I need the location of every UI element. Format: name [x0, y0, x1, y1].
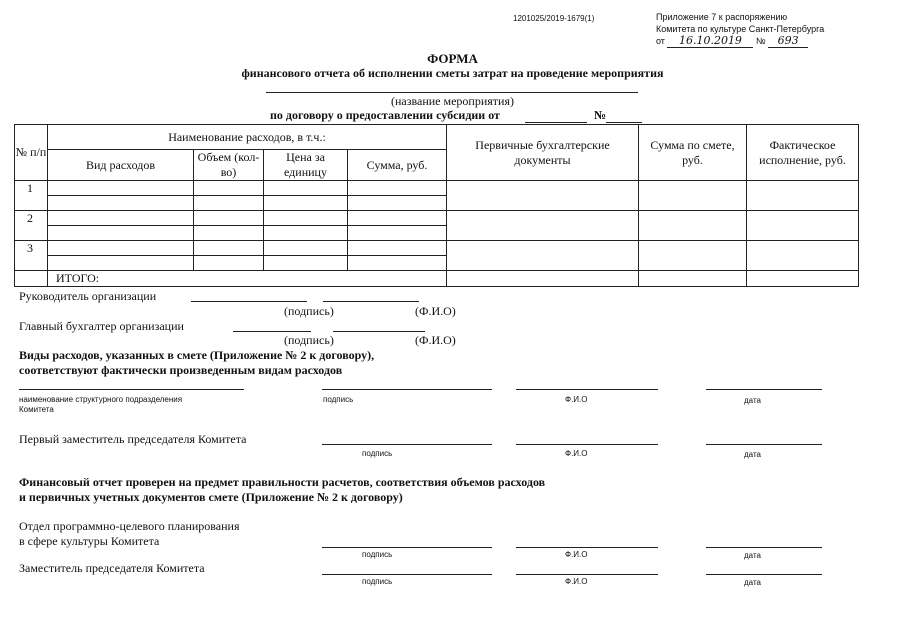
dept-date-caption: дата [744, 551, 761, 560]
cell-sum[interactable] [348, 241, 447, 256]
event-name-caption: (название мероприятия) [391, 94, 514, 108]
cell-price[interactable] [264, 211, 348, 226]
registration-number: 1201025/2019-1679(1) [513, 14, 595, 23]
unit-fio-line[interactable] [516, 389, 658, 390]
deputy-sign-line[interactable] [322, 574, 492, 575]
verification-line-2: и первичных учетных документов смете (Приложение № 2 к договору) [19, 490, 403, 504]
unit-name-caption-2: Комитета [19, 405, 54, 414]
total-estimate[interactable] [639, 271, 747, 287]
cell-type[interactable] [48, 241, 194, 256]
cell-price[interactable] [264, 196, 348, 211]
cell-estimate[interactable] [639, 211, 747, 241]
cell-actual[interactable] [747, 241, 859, 271]
row-number: 2 [15, 211, 48, 241]
total-actual[interactable] [747, 271, 859, 287]
cell-volume[interactable] [194, 211, 264, 226]
first-deputy-label: Первый заместитель председателя Комитета [19, 432, 247, 446]
cell-type[interactable] [48, 196, 194, 211]
chief-accountant-fio-line[interactable] [333, 331, 425, 332]
head-org-sign-line[interactable] [191, 301, 307, 302]
first-deputy-fio-caption: Ф.И.О [565, 449, 588, 458]
head-org-sign-caption: (подпись) [284, 304, 334, 318]
table-row [15, 181, 859, 196]
dept-label-line-2: в сфере культуры Комитета [19, 534, 160, 548]
total-row [15, 271, 859, 287]
cell-volume[interactable] [194, 256, 264, 271]
cell-actual[interactable] [747, 181, 859, 211]
contract-line: по договору о предоставлении субсидии от [270, 108, 500, 122]
expense-table [14, 124, 859, 287]
row-number: 3 [15, 241, 48, 271]
appendix-date: 16.10.2019 [667, 35, 753, 48]
head-org-fio-line[interactable] [323, 301, 419, 302]
appendix-line-3 [656, 35, 824, 48]
appendix-number: 693 [768, 35, 808, 48]
dept-sign-line[interactable] [322, 547, 492, 548]
cell-docs[interactable] [447, 211, 639, 241]
col-volume-header: Объем (кол-во) [194, 150, 264, 181]
event-name-line[interactable] [266, 92, 638, 93]
conformity-line-2: соответствуют фактически произведенным видам расходов [19, 363, 343, 377]
total-num-cell [15, 271, 48, 287]
cell-docs[interactable] [447, 241, 639, 271]
cell-price[interactable] [264, 256, 348, 271]
table-row [15, 211, 859, 226]
deputy-label: Заместитель председателя Комитета [19, 561, 205, 575]
cell-sum[interactable] [348, 181, 447, 196]
unit-sign-line[interactable] [322, 389, 492, 390]
first-deputy-date-line[interactable] [706, 444, 822, 445]
unit-sign-caption: подпись [323, 395, 354, 404]
unit-fio-caption: Ф.И.О [565, 395, 588, 404]
contract-date-line[interactable] [525, 122, 587, 123]
col-docs-header: Первичные бухгалтерские документы [447, 125, 639, 181]
cell-actual[interactable] [747, 211, 859, 241]
dept-fio-caption: Ф.И.О [565, 550, 588, 559]
contract-no-label: № [594, 108, 607, 122]
head-org-fio-caption: (Ф.И.О) [415, 304, 456, 318]
total-docs[interactable] [447, 271, 639, 287]
appendix-date-prefix: от [656, 36, 665, 46]
cell-docs[interactable] [447, 181, 639, 211]
dept-label-line-1: Отдел программно-целевого планирования [19, 519, 240, 533]
chief-accountant-sign-line[interactable] [233, 331, 311, 332]
form-subtitle: финансового отчета об исполнении сметы затрат на проведение мероприятия [241, 66, 664, 80]
appendix-line-2: Комитета по культуре Санкт-Петербурга [656, 23, 825, 34]
unit-date-line[interactable] [706, 389, 822, 390]
cell-type[interactable] [48, 181, 194, 196]
col-price-header: Цена за единицу [264, 150, 348, 181]
appendix-num-prefix: № [755, 36, 766, 46]
deputy-date-caption: дата [744, 578, 761, 587]
col-estimate-header: Сумма по смете, руб. [639, 125, 747, 181]
unit-name-caption-1: наименование структурного подразделения [19, 395, 183, 404]
chief-accountant-fio-caption: (Ф.И.О) [415, 333, 456, 347]
first-deputy-fio-line[interactable] [516, 444, 658, 445]
cell-type[interactable] [48, 211, 194, 226]
cell-estimate[interactable] [639, 181, 747, 211]
dept-date-line[interactable] [706, 547, 822, 548]
cell-volume[interactable] [194, 241, 264, 256]
cell-price[interactable] [264, 181, 348, 196]
unit-date-caption: дата [744, 396, 761, 405]
contract-number-line[interactable] [606, 122, 642, 123]
col-num-header: № п/п [15, 125, 48, 181]
deputy-date-line[interactable] [706, 574, 822, 575]
cell-type[interactable] [48, 256, 194, 271]
cell-estimate[interactable] [639, 241, 747, 271]
col-sum-header: Сумма, руб. [348, 150, 447, 181]
first-deputy-sign-line[interactable] [322, 444, 492, 445]
deputy-fio-line[interactable] [516, 574, 658, 575]
head-org-label: Руководитель организации [19, 289, 157, 303]
dept-sign-caption: подпись [362, 550, 393, 559]
dept-fio-line[interactable] [516, 547, 658, 548]
appendix-note [656, 12, 824, 48]
col-type-header: Вид расходов [48, 150, 194, 181]
appendix-line-1: Приложение 7 к распоряжению [656, 12, 788, 22]
col-expenses-group-header: Наименование расходов, в т.ч.: [48, 125, 447, 150]
chief-accountant-sign-caption: (подпись) [284, 333, 334, 347]
cell-volume[interactable] [194, 196, 264, 211]
first-deputy-date-caption: дата [744, 450, 761, 459]
conformity-line-1: Виды расходов, указанных в смете (Приложение № 2 к договору), [19, 348, 375, 362]
cell-volume[interactable] [194, 226, 264, 241]
deputy-fio-caption: Ф.И.О [565, 577, 588, 586]
cell-type[interactable] [48, 226, 194, 241]
chief-accountant-label: Главный бухгалтер организации [19, 319, 184, 333]
cell-sum[interactable] [348, 256, 447, 271]
cell-price[interactable] [264, 241, 348, 256]
total-label: ИТОГО: [48, 271, 447, 287]
verification-line-1: Финансовый отчет проверен на предмет правильности расчетов, соответствия объемов расходов [19, 475, 546, 489]
cell-volume[interactable] [194, 181, 264, 196]
unit-name-line[interactable] [19, 389, 244, 390]
col-actual-header: Фактическое исполнение, руб. [747, 125, 859, 181]
cell-sum[interactable] [348, 226, 447, 241]
cell-sum[interactable] [348, 196, 447, 211]
table-row [15, 241, 859, 256]
cell-sum[interactable] [348, 211, 447, 226]
form-title: ФОРМА [427, 51, 478, 66]
deputy-sign-caption: подпись [362, 577, 393, 586]
unit-name-caption [19, 395, 182, 415]
cell-price[interactable] [264, 226, 348, 241]
first-deputy-sign-caption: подпись [362, 449, 393, 458]
row-number: 1 [15, 181, 48, 211]
